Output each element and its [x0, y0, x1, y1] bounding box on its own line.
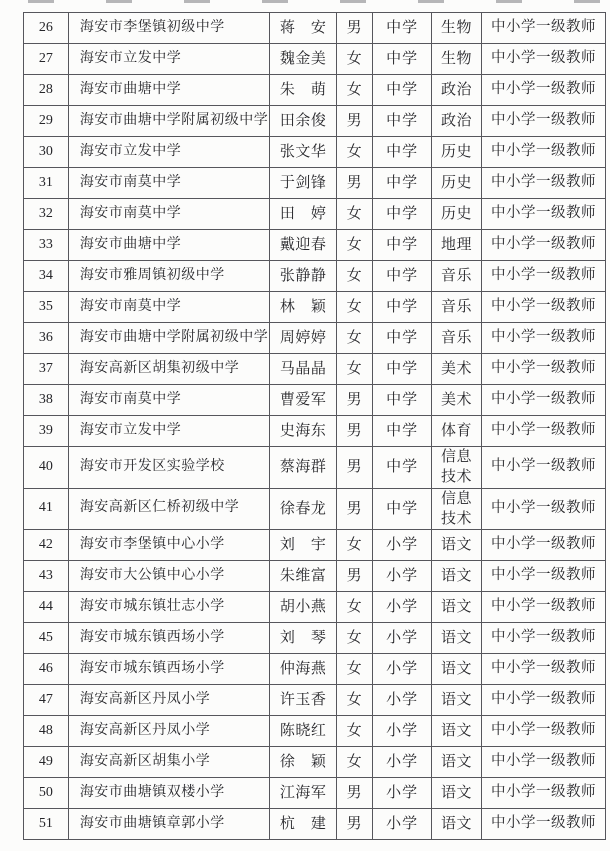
subject-cell: 语文 [431, 561, 481, 592]
school-cell: 海安市曲塘中学附属初级中学 [68, 106, 269, 137]
table-row [24, 261, 606, 292]
subject-cell: 语文 [431, 716, 481, 747]
table-row [24, 168, 606, 199]
row-number-cell: 36 [24, 323, 69, 354]
school-cell: 海安市曲塘中学 [68, 230, 269, 261]
table-row [24, 416, 606, 447]
table-row [24, 778, 606, 809]
gender-cell: 女 [337, 716, 373, 747]
gender-cell: 女 [337, 530, 373, 561]
teacher-name-cell: 于剑锋 [270, 168, 337, 199]
table-row [24, 530, 606, 561]
teacher-name-cell: 周婷婷 [270, 323, 337, 354]
table-row [24, 685, 606, 716]
school-level-cell: 小学 [373, 778, 432, 809]
job-title-cell: 中小学一级教师 [482, 75, 606, 106]
school-cell: 海安市李堡镇中心小学 [68, 530, 269, 561]
gender-cell: 女 [337, 44, 373, 75]
table-row [24, 292, 606, 323]
gender-cell: 女 [337, 685, 373, 716]
school-level-cell: 中学 [373, 168, 432, 199]
table-row [24, 716, 606, 747]
subject-cell: 政治 [431, 75, 481, 106]
gender-cell: 女 [337, 261, 373, 292]
teacher-name-cell: 杭 建 [270, 809, 337, 840]
teacher-name-cell: 刘 宇 [270, 530, 337, 561]
school-level-cell: 中学 [373, 354, 432, 385]
teacher-name-cell: 蔡海群 [270, 447, 337, 489]
gender-cell: 女 [337, 230, 373, 261]
job-title-cell: 中小学一级教师 [482, 199, 606, 230]
school-cell: 海安市立发中学 [68, 416, 269, 447]
row-number-cell: 34 [24, 261, 69, 292]
table-row [24, 447, 606, 489]
gender-cell: 女 [337, 354, 373, 385]
school-cell: 海安高新区胡集初级中学 [68, 354, 269, 385]
subject-cell: 语文 [431, 778, 481, 809]
teacher-name-cell: 刘 琴 [270, 623, 337, 654]
school-cell: 海安市南莫中学 [68, 168, 269, 199]
school-cell: 海安市城东镇壮志小学 [68, 592, 269, 623]
teacher-name-cell: 许玉香 [270, 685, 337, 716]
row-number-cell: 37 [24, 354, 69, 385]
gender-cell: 男 [337, 168, 373, 199]
table-row [24, 230, 606, 261]
teacher-name-cell: 戴迎春 [270, 230, 337, 261]
job-title-cell: 中小学一级教师 [482, 488, 606, 530]
school-level-cell: 中学 [373, 261, 432, 292]
row-number-cell: 51 [24, 809, 69, 840]
job-title-cell: 中小学一级教师 [482, 716, 606, 747]
table-row [24, 385, 606, 416]
school-cell: 海安市雅周镇初级中学 [68, 261, 269, 292]
gender-cell: 男 [337, 561, 373, 592]
row-number-cell: 28 [24, 75, 69, 106]
subject-cell: 音乐 [431, 292, 481, 323]
teacher-name-cell: 林 颖 [270, 292, 337, 323]
subject-cell: 地理 [431, 230, 481, 261]
school-level-cell: 中学 [373, 385, 432, 416]
teacher-name-cell: 江海军 [270, 778, 337, 809]
school-level-cell: 小学 [373, 561, 432, 592]
school-level-cell: 小学 [373, 747, 432, 778]
teacher-name-cell: 仲海燕 [270, 654, 337, 685]
job-title-cell: 中小学一级教师 [482, 292, 606, 323]
gender-cell: 男 [337, 778, 373, 809]
school-cell: 海安市南莫中学 [68, 385, 269, 416]
job-title-cell: 中小学一级教师 [482, 230, 606, 261]
job-title-cell: 中小学一级教师 [482, 530, 606, 561]
row-number-cell: 29 [24, 106, 69, 137]
job-title-cell: 中小学一级教师 [482, 416, 606, 447]
school-level-cell: 中学 [373, 230, 432, 261]
school-level-cell: 小学 [373, 716, 432, 747]
school-level-cell: 小学 [373, 592, 432, 623]
table-row [24, 747, 606, 778]
gender-cell: 男 [337, 488, 373, 530]
school-cell: 海安市城东镇西场小学 [68, 623, 269, 654]
gender-cell: 女 [337, 623, 373, 654]
subject-cell: 信息技术 [431, 447, 481, 489]
job-title-cell: 中小学一级教师 [482, 654, 606, 685]
job-title-cell: 中小学一级教师 [482, 323, 606, 354]
school-cell: 海安市南莫中学 [68, 292, 269, 323]
school-cell: 海安高新区胡集小学 [68, 747, 269, 778]
table-row [24, 561, 606, 592]
job-title-cell: 中小学一级教师 [482, 623, 606, 654]
row-number-cell: 35 [24, 292, 69, 323]
teacher-name-cell: 曹爱军 [270, 385, 337, 416]
school-cell: 海安高新区仁桥初级中学 [68, 488, 269, 530]
gender-cell: 男 [337, 809, 373, 840]
row-number-cell: 39 [24, 416, 69, 447]
subject-cell: 体育 [431, 416, 481, 447]
row-number-cell: 46 [24, 654, 69, 685]
school-cell: 海安市立发中学 [68, 44, 269, 75]
job-title-cell: 中小学一级教师 [482, 685, 606, 716]
job-title-cell: 中小学一级教师 [482, 778, 606, 809]
table-row [24, 106, 606, 137]
teacher-name-cell: 陈晓红 [270, 716, 337, 747]
gender-cell: 男 [337, 106, 373, 137]
subject-cell: 历史 [431, 199, 481, 230]
table-row [24, 623, 606, 654]
subject-cell: 语文 [431, 747, 481, 778]
gender-cell: 女 [337, 199, 373, 230]
gender-cell: 男 [337, 385, 373, 416]
teacher-name-cell: 田 婷 [270, 199, 337, 230]
school-level-cell: 小学 [373, 809, 432, 840]
school-level-cell: 中学 [373, 199, 432, 230]
row-number-cell: 42 [24, 530, 69, 561]
subject-cell: 音乐 [431, 261, 481, 292]
school-cell: 海安高新区丹凤小学 [68, 685, 269, 716]
school-cell: 海安市曲塘镇章郭小学 [68, 809, 269, 840]
table-row [24, 137, 606, 168]
table-row [24, 199, 606, 230]
subject-cell: 音乐 [431, 323, 481, 354]
table-row [24, 654, 606, 685]
row-number-cell: 33 [24, 230, 69, 261]
job-title-cell: 中小学一级教师 [482, 354, 606, 385]
row-number-cell: 49 [24, 747, 69, 778]
job-title-cell: 中小学一级教师 [482, 447, 606, 489]
teacher-name-cell: 田余俊 [270, 106, 337, 137]
teacher-name-cell: 史海东 [270, 416, 337, 447]
gender-cell: 女 [337, 323, 373, 354]
teacher-name-cell: 胡小燕 [270, 592, 337, 623]
school-cell: 海安市曲塘中学 [68, 75, 269, 106]
school-level-cell: 中学 [373, 137, 432, 168]
row-number-cell: 41 [24, 488, 69, 530]
gender-cell: 男 [337, 13, 373, 44]
row-number-cell: 26 [24, 13, 69, 44]
teacher-name-cell: 朱维富 [270, 561, 337, 592]
job-title-cell: 中小学一级教师 [482, 13, 606, 44]
school-level-cell: 中学 [373, 292, 432, 323]
subject-cell: 美术 [431, 385, 481, 416]
teacher-roster-table [23, 12, 606, 840]
row-number-cell: 32 [24, 199, 69, 230]
subject-cell: 语文 [431, 623, 481, 654]
table-row [24, 323, 606, 354]
gender-cell: 男 [337, 416, 373, 447]
table-row [24, 809, 606, 840]
school-level-cell: 中学 [373, 447, 432, 489]
row-number-cell: 47 [24, 685, 69, 716]
subject-cell: 生物 [431, 13, 481, 44]
job-title-cell: 中小学一级教师 [482, 137, 606, 168]
school-cell: 海安市立发中学 [68, 137, 269, 168]
school-cell: 海安市南莫中学 [68, 199, 269, 230]
teacher-name-cell: 蒋 安 [270, 13, 337, 44]
school-cell: 海安市大公镇中心小学 [68, 561, 269, 592]
subject-cell: 语文 [431, 654, 481, 685]
school-cell: 海安市曲塘中学附属初级中学 [68, 323, 269, 354]
school-level-cell: 小学 [373, 654, 432, 685]
subject-cell: 政治 [431, 106, 481, 137]
teacher-name-cell: 徐春龙 [270, 488, 337, 530]
subject-cell: 语文 [431, 530, 481, 561]
school-cell: 海安高新区丹凤小学 [68, 716, 269, 747]
job-title-cell: 中小学一级教师 [482, 168, 606, 199]
row-number-cell: 31 [24, 168, 69, 199]
teacher-name-cell: 张静静 [270, 261, 337, 292]
gender-cell: 男 [337, 447, 373, 489]
teacher-name-cell: 马晶晶 [270, 354, 337, 385]
subject-cell: 语文 [431, 809, 481, 840]
gender-cell: 女 [337, 654, 373, 685]
school-level-cell: 中学 [373, 106, 432, 137]
row-number-cell: 38 [24, 385, 69, 416]
teacher-name-cell: 张文华 [270, 137, 337, 168]
school-level-cell: 中学 [373, 416, 432, 447]
gender-cell: 女 [337, 292, 373, 323]
row-number-cell: 50 [24, 778, 69, 809]
subject-cell: 历史 [431, 168, 481, 199]
teacher-name-cell: 魏金美 [270, 44, 337, 75]
table-row [24, 75, 606, 106]
job-title-cell: 中小学一级教师 [482, 44, 606, 75]
job-title-cell: 中小学一级教师 [482, 747, 606, 778]
subject-cell: 信息技术 [431, 488, 481, 530]
subject-cell: 语文 [431, 685, 481, 716]
subject-cell: 语文 [431, 592, 481, 623]
school-level-cell: 中学 [373, 323, 432, 354]
school-level-cell: 中学 [373, 44, 432, 75]
row-number-cell: 40 [24, 447, 69, 489]
job-title-cell: 中小学一级教师 [482, 809, 606, 840]
school-level-cell: 中学 [373, 488, 432, 530]
row-number-cell: 30 [24, 137, 69, 168]
scan-artifact [28, 0, 606, 3]
subject-cell: 美术 [431, 354, 481, 385]
subject-cell: 生物 [431, 44, 481, 75]
gender-cell: 女 [337, 747, 373, 778]
gender-cell: 女 [337, 75, 373, 106]
table-row [24, 488, 606, 530]
table-row [24, 592, 606, 623]
school-cell: 海安市李堡镇初级中学 [68, 13, 269, 44]
row-number-cell: 27 [24, 44, 69, 75]
school-level-cell: 中学 [373, 75, 432, 106]
job-title-cell: 中小学一级教师 [482, 592, 606, 623]
job-title-cell: 中小学一级教师 [482, 561, 606, 592]
table-row [24, 13, 606, 44]
teacher-name-cell: 徐 颖 [270, 747, 337, 778]
school-level-cell: 小学 [373, 623, 432, 654]
school-level-cell: 小学 [373, 685, 432, 716]
job-title-cell: 中小学一级教师 [482, 261, 606, 292]
teacher-name-cell: 朱 萌 [270, 75, 337, 106]
school-cell: 海安市开发区实验学校 [68, 447, 269, 489]
table-row [24, 354, 606, 385]
table-row [24, 44, 606, 75]
job-title-cell: 中小学一级教师 [482, 385, 606, 416]
gender-cell: 女 [337, 137, 373, 168]
row-number-cell: 44 [24, 592, 69, 623]
school-cell: 海安市曲塘镇双楼小学 [68, 778, 269, 809]
row-number-cell: 43 [24, 561, 69, 592]
row-number-cell: 45 [24, 623, 69, 654]
gender-cell: 女 [337, 592, 373, 623]
school-level-cell: 小学 [373, 530, 432, 561]
school-cell: 海安市城东镇西场小学 [68, 654, 269, 685]
row-number-cell: 48 [24, 716, 69, 747]
subject-cell: 历史 [431, 137, 481, 168]
job-title-cell: 中小学一级教师 [482, 106, 606, 137]
school-level-cell: 中学 [373, 13, 432, 44]
